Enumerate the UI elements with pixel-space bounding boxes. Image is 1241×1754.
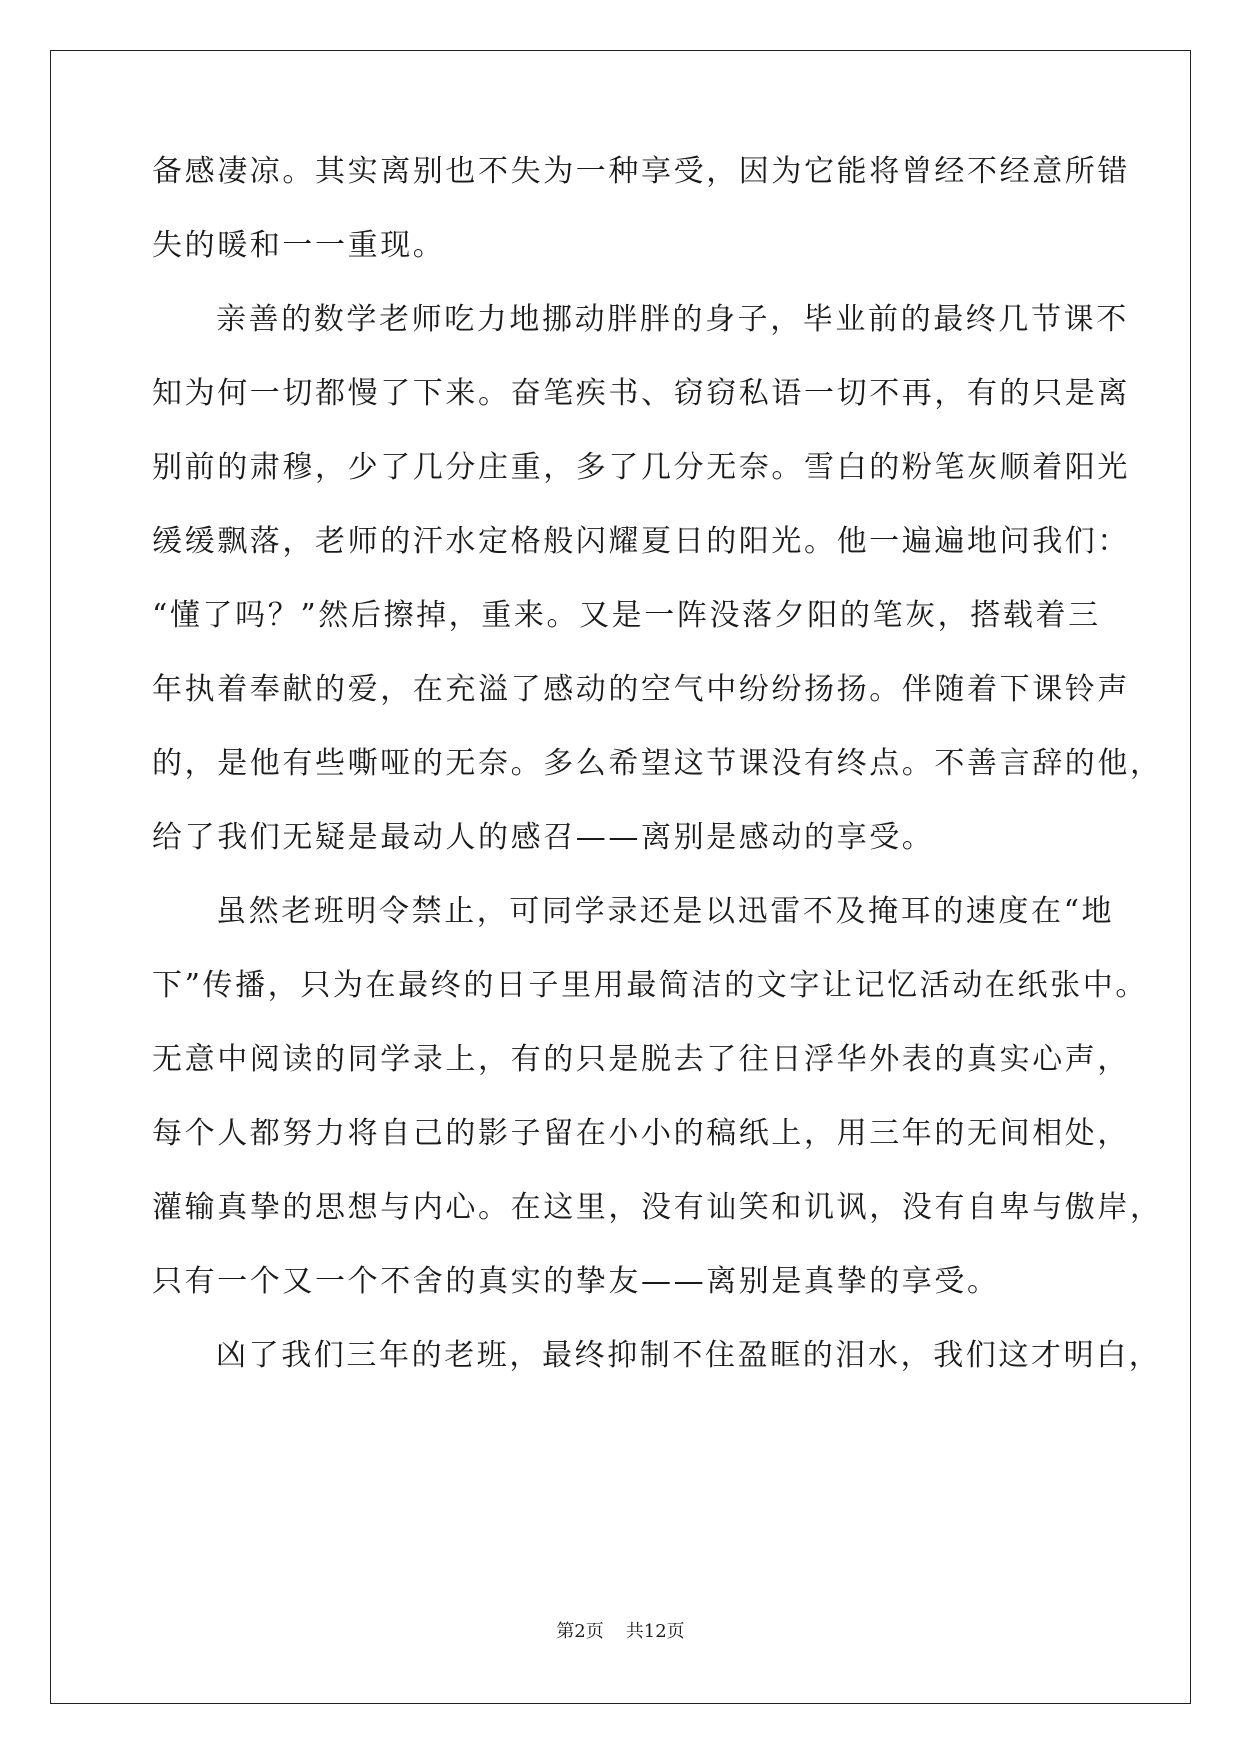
text-line: 年执着奉献的爱，在充溢了感动的空气中纷纷扬扬。伴随着下课铃声 bbox=[152, 672, 1130, 707]
text-line: 知为何一切都慢了下来。奋笔疾书、窃窃私语一切不再，有的只是离 bbox=[152, 376, 1130, 411]
text-line: “懂了吗？”然后擦掉，重来。又是一阵没落夕阳的笔灰，搭载着三 bbox=[152, 598, 1101, 633]
text-line: 无意中阅读的同学录上，有的只是脱去了往日浮华外表的真实心声， bbox=[152, 1042, 1130, 1077]
text-line: 的，是他有些嘶哑的无奈。多么希望这节课没有终点。不善言辞的他， bbox=[152, 746, 1163, 781]
text-line: 灌输真挚的思想与内心。在这里，没有讪笑和讥讽，没有自卑与傲岸， bbox=[152, 1190, 1163, 1225]
page-footer bbox=[0, 1620, 1241, 1644]
page-total: 共12页 bbox=[625, 1621, 685, 1642]
text-line: 只有一个又一个不舍的真实的挚友——离别是真挚的享受。 bbox=[152, 1264, 1000, 1299]
text-line: 备感凄凉。其实离别也不失为一种享受，因为它能将曾经不经意所错 bbox=[152, 154, 1130, 189]
paragraph-start-line: 虽然老班明令禁止，可同学录还是以迅雷不及掩耳的速度在“地 bbox=[216, 894, 1115, 929]
paragraph-start-line: 亲善的数学老师吃力地挪动胖胖的身子，毕业前的最终几节课不 bbox=[216, 302, 1129, 337]
text-line: 缓缓飘落，老师的汗水定格般闪耀夏日的阳光。他一遍遍地问我们： bbox=[152, 524, 1130, 559]
text-line: 给了我们无疑是最动人的感召——离别是感动的享受。 bbox=[152, 820, 935, 855]
text-line: 下”传播，只为在最终的日子里用最简洁的文字让记忆活动在纸张中。 bbox=[152, 968, 1148, 1003]
page-border bbox=[50, 50, 1191, 1704]
paragraph-start-line: 凶了我们三年的老班，最终抑制不住盈眶的泪水，我们这才明白， bbox=[216, 1338, 1162, 1373]
text-line: 每个人都努力将自己的影子留在小小的稿纸上，用三年的无间相处， bbox=[152, 1116, 1130, 1151]
text-line: 失的暖和一一重现。 bbox=[152, 228, 446, 263]
text-line: 别前的肃穆，少了几分庄重，多了几分无奈。雪白的粉笔灰顺着阳光 bbox=[152, 450, 1130, 485]
page-number: 第2页 bbox=[556, 1621, 604, 1642]
